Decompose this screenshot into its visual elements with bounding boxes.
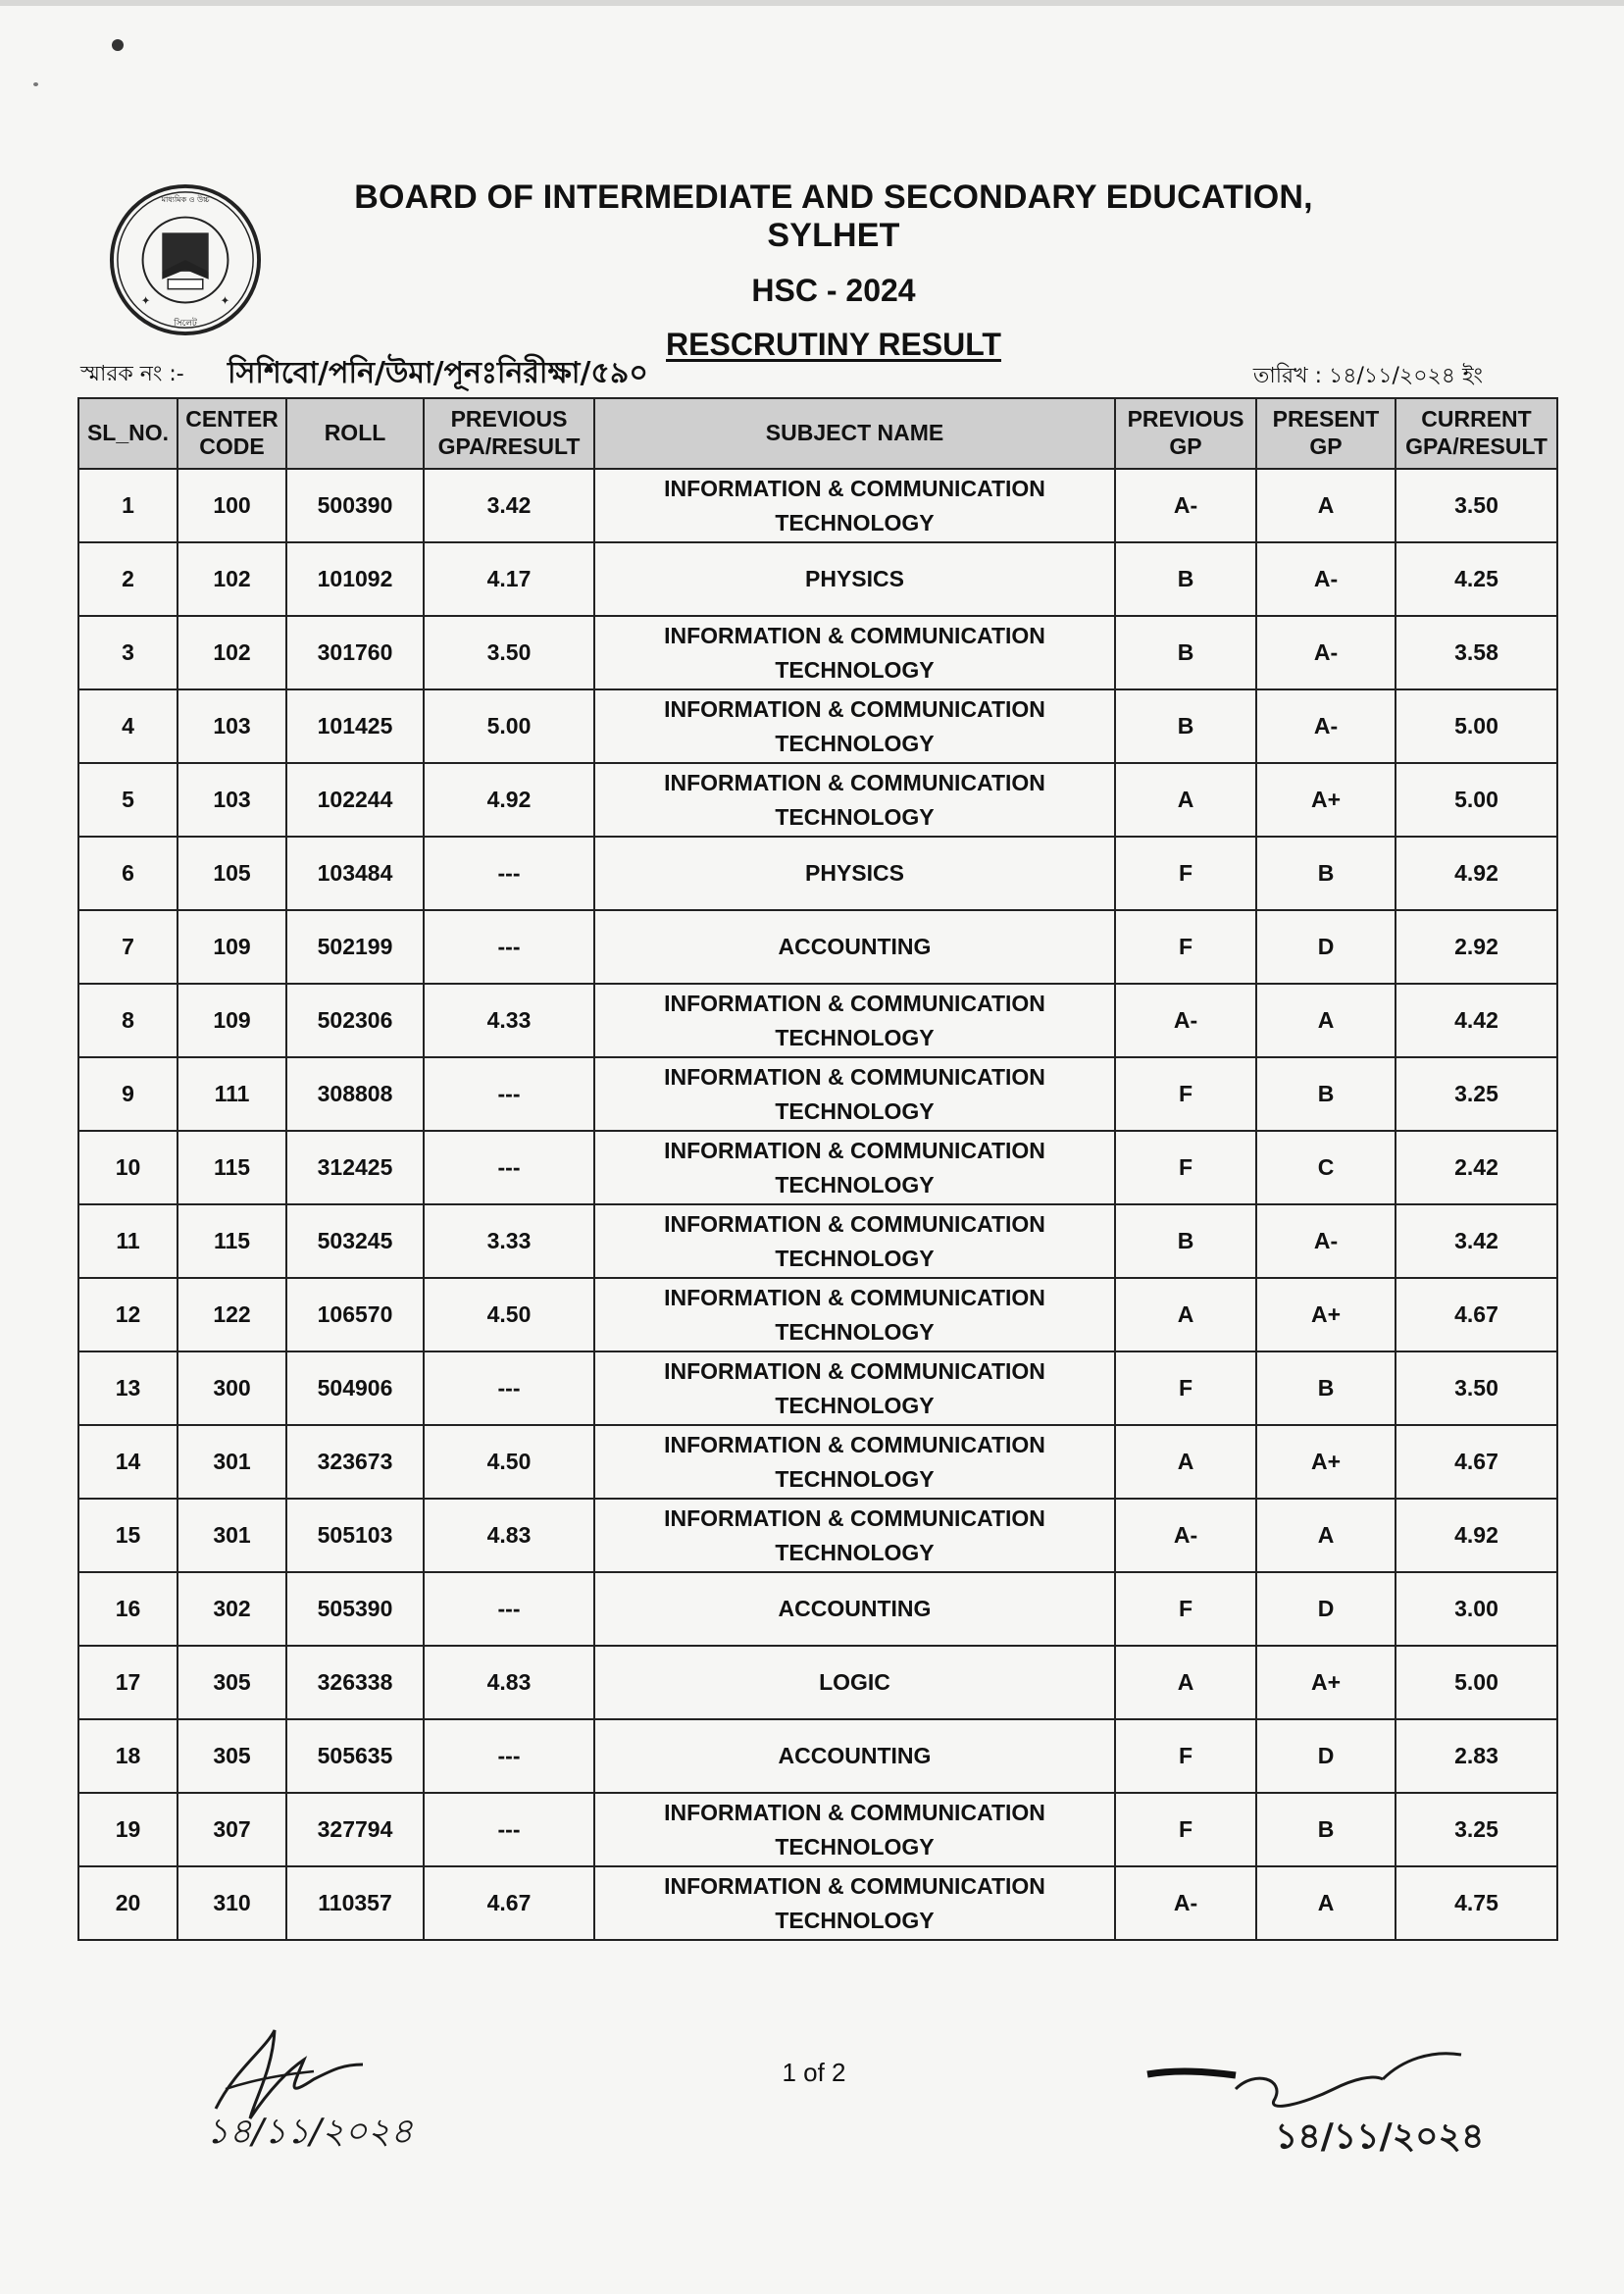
table-row — [78, 542, 1557, 616]
signature-right — [1138, 2050, 1549, 2167]
cell-roll: 103484 — [286, 837, 424, 910]
table-row — [78, 1646, 1557, 1719]
cell-current-gpa: 4.42 — [1396, 984, 1557, 1057]
cell-sl-no: 18 — [78, 1719, 178, 1793]
cell-subject-name: INFORMATION & COMMUNICATION TECHNOLOGY — [594, 984, 1115, 1057]
cell-sl-no: 2 — [78, 542, 178, 616]
cell-roll: 502306 — [286, 984, 424, 1057]
cell-center-code: 300 — [178, 1351, 286, 1425]
rescrutiny-result-table — [77, 397, 1558, 1941]
cell-previous-gpa: --- — [424, 1572, 594, 1646]
cell-sl-no: 15 — [78, 1499, 178, 1572]
cell-roll: 503245 — [286, 1204, 424, 1278]
cell-present-gp: D — [1256, 1572, 1396, 1646]
cell-previous-gp: B — [1115, 542, 1256, 616]
table-row — [78, 837, 1557, 910]
svg-text:✦: ✦ — [140, 293, 151, 308]
cell-current-gpa: 3.25 — [1396, 1793, 1557, 1866]
table-row — [78, 1351, 1557, 1425]
cell-roll: 504906 — [286, 1351, 424, 1425]
table-header-row — [78, 398, 1557, 469]
page-top-edge — [0, 0, 1624, 6]
svg-text:মাধ্যমিক ও উচ্চ: মাধ্যমিক ও উচ্চ — [161, 194, 210, 204]
cell-present-gp: A- — [1256, 542, 1396, 616]
cell-present-gp: A — [1256, 1499, 1396, 1572]
cell-present-gp: C — [1256, 1131, 1396, 1204]
cell-previous-gp: A- — [1115, 1866, 1256, 1940]
signature-left — [196, 2011, 451, 2158]
cell-sl-no: 9 — [78, 1057, 178, 1131]
cell-previous-gpa: 4.50 — [424, 1425, 594, 1499]
signature-right-date: ১৪/১১/২০২৪ — [1275, 2116, 1485, 2157]
table-row — [78, 1278, 1557, 1351]
cell-sl-no: 7 — [78, 910, 178, 984]
memo-row — [80, 349, 1561, 388]
cell-roll: 505103 — [286, 1499, 424, 1572]
cell-sl-no: 10 — [78, 1131, 178, 1204]
cell-subject-name: ACCOUNTING — [594, 910, 1115, 984]
cell-roll: 308808 — [286, 1057, 424, 1131]
table-row — [78, 1131, 1557, 1204]
cell-previous-gpa: 4.83 — [424, 1499, 594, 1572]
cell-previous-gp: F — [1115, 1719, 1256, 1793]
cell-previous-gpa: 4.33 — [424, 984, 594, 1057]
scan-speck — [33, 82, 38, 86]
cell-center-code: 301 — [178, 1499, 286, 1572]
cell-center-code: 301 — [178, 1425, 286, 1499]
exam-title: HSC - 2024 — [751, 273, 916, 308]
table-row — [78, 1793, 1557, 1866]
memo-date: তারিখ : ১৪/১১/২০২৪ ইং — [1252, 364, 1483, 388]
cell-subject-name: INFORMATION & COMMUNICATION TECHNOLOGY — [594, 1425, 1115, 1499]
cell-previous-gpa: 5.00 — [424, 689, 594, 763]
cell-center-code: 109 — [178, 984, 286, 1057]
cell-roll: 312425 — [286, 1131, 424, 1204]
header-present-gp: PRESENT GP — [1256, 398, 1396, 469]
cell-roll: 323673 — [286, 1425, 424, 1499]
table-row — [78, 1499, 1557, 1572]
cell-current-gpa: 4.67 — [1396, 1425, 1557, 1499]
cell-subject-name: LOGIC — [594, 1646, 1115, 1719]
cell-current-gpa: 3.58 — [1396, 616, 1557, 689]
table-row — [78, 1719, 1557, 1793]
board-title: BOARD OF INTERMEDIATE AND SECONDARY EDUCATION, SYLHET — [354, 178, 1313, 254]
cell-current-gpa: 5.00 — [1396, 763, 1557, 837]
cell-previous-gpa: 3.33 — [424, 1204, 594, 1278]
cell-center-code: 103 — [178, 689, 286, 763]
cell-sl-no: 12 — [78, 1278, 178, 1351]
cell-previous-gpa: --- — [424, 1793, 594, 1866]
cell-center-code: 102 — [178, 616, 286, 689]
cell-subject-name: INFORMATION & COMMUNICATION TECHNOLOGY — [594, 763, 1115, 837]
cell-current-gpa: 4.25 — [1396, 542, 1557, 616]
cell-sl-no: 13 — [78, 1351, 178, 1425]
cell-previous-gp: B — [1115, 616, 1256, 689]
cell-previous-gpa: 3.50 — [424, 616, 594, 689]
cell-current-gpa: 2.83 — [1396, 1719, 1557, 1793]
cell-sl-no: 19 — [78, 1793, 178, 1866]
cell-roll: 106570 — [286, 1278, 424, 1351]
cell-current-gpa: 5.00 — [1396, 689, 1557, 763]
cell-current-gpa: 5.00 — [1396, 1646, 1557, 1719]
cell-previous-gpa: --- — [424, 1351, 594, 1425]
cell-previous-gp: F — [1115, 1131, 1256, 1204]
cell-present-gp: B — [1256, 1793, 1396, 1866]
cell-previous-gpa: --- — [424, 837, 594, 910]
cell-current-gpa: 3.42 — [1396, 1204, 1557, 1278]
cell-previous-gp: F — [1115, 1793, 1256, 1866]
cell-previous-gpa: 4.67 — [424, 1866, 594, 1940]
cell-present-gp: A+ — [1256, 763, 1396, 837]
cell-subject-name: INFORMATION & COMMUNICATION TECHNOLOGY — [594, 1499, 1115, 1572]
cell-roll: 101425 — [286, 689, 424, 763]
cell-subject-name: INFORMATION & COMMUNICATION TECHNOLOGY — [594, 1278, 1115, 1351]
cell-previous-gpa: 4.17 — [424, 542, 594, 616]
cell-current-gpa: 3.25 — [1396, 1057, 1557, 1131]
cell-sl-no: 3 — [78, 616, 178, 689]
cell-subject-name: INFORMATION & COMMUNICATION TECHNOLOGY — [594, 616, 1115, 689]
cell-current-gpa: 2.42 — [1396, 1131, 1557, 1204]
cell-subject-name: INFORMATION & COMMUNICATION TECHNOLOGY — [594, 1793, 1115, 1866]
cell-roll: 327794 — [286, 1793, 424, 1866]
cell-previous-gp: B — [1115, 689, 1256, 763]
cell-roll: 326338 — [286, 1646, 424, 1719]
cell-present-gp: D — [1256, 910, 1396, 984]
cell-center-code: 305 — [178, 1719, 286, 1793]
header-subject-name: SUBJECT NAME — [594, 398, 1115, 469]
cell-previous-gpa: --- — [424, 1057, 594, 1131]
cell-current-gpa: 3.50 — [1396, 1351, 1557, 1425]
header-center-code: CENTER CODE — [178, 398, 286, 469]
cell-center-code: 310 — [178, 1866, 286, 1940]
cell-current-gpa: 4.67 — [1396, 1278, 1557, 1351]
cell-center-code: 109 — [178, 910, 286, 984]
signature-left-date: ১৪/১১/২০২৪ — [206, 2112, 414, 2152]
cell-previous-gpa: --- — [424, 910, 594, 984]
cell-previous-gpa: 4.92 — [424, 763, 594, 837]
table-row — [78, 1057, 1557, 1131]
cell-previous-gp: A- — [1115, 469, 1256, 542]
cell-roll: 101092 — [286, 542, 424, 616]
cell-previous-gp: F — [1115, 1057, 1256, 1131]
cell-current-gpa: 4.92 — [1396, 1499, 1557, 1572]
cell-present-gp: A — [1256, 1866, 1396, 1940]
cell-current-gpa: 4.92 — [1396, 837, 1557, 910]
cell-sl-no: 4 — [78, 689, 178, 763]
cell-previous-gpa: 3.42 — [424, 469, 594, 542]
memo-label: স্মারক নং :- — [80, 362, 184, 386]
table-row — [78, 1866, 1557, 1940]
cell-subject-name: PHYSICS — [594, 542, 1115, 616]
cell-previous-gp: F — [1115, 910, 1256, 984]
cell-present-gp: B — [1256, 837, 1396, 910]
cell-sl-no: 6 — [78, 837, 178, 910]
cell-subject-name: INFORMATION & COMMUNICATION TECHNOLOGY — [594, 1204, 1115, 1278]
cell-subject-name: INFORMATION & COMMUNICATION TECHNOLOGY — [594, 689, 1115, 763]
cell-previous-gpa: --- — [424, 1719, 594, 1793]
cell-center-code: 103 — [178, 763, 286, 837]
cell-center-code: 122 — [178, 1278, 286, 1351]
cell-roll: 505635 — [286, 1719, 424, 1793]
cell-center-code: 305 — [178, 1646, 286, 1719]
cell-center-code: 302 — [178, 1572, 286, 1646]
cell-roll: 502199 — [286, 910, 424, 984]
cell-present-gp: B — [1256, 1351, 1396, 1425]
cell-center-code: 111 — [178, 1057, 286, 1131]
cell-sl-no: 17 — [78, 1646, 178, 1719]
result-title: RESCRUTINY RESULT — [666, 327, 1001, 362]
header-roll: ROLL — [286, 398, 424, 469]
cell-current-gpa: 3.50 — [1396, 469, 1557, 542]
cell-present-gp: A- — [1256, 1204, 1396, 1278]
memo-number: সিশিবো/পনি/উমা/পূনঃনিরীক্ষা/৫৯০ — [228, 356, 648, 390]
cell-present-gp: A- — [1256, 689, 1396, 763]
cell-subject-name: INFORMATION & COMMUNICATION TECHNOLOGY — [594, 1866, 1115, 1940]
cell-previous-gp: B — [1115, 1204, 1256, 1278]
table-row — [78, 984, 1557, 1057]
svg-text:✦: ✦ — [220, 293, 230, 308]
cell-subject-name: INFORMATION & COMMUNICATION TECHNOLOGY — [594, 1351, 1115, 1425]
cell-previous-gpa: 4.50 — [424, 1278, 594, 1351]
cell-present-gp: A- — [1256, 616, 1396, 689]
table-row — [78, 1204, 1557, 1278]
table-row — [78, 1425, 1557, 1499]
document-header — [284, 178, 1383, 363]
cell-previous-gp: A- — [1115, 984, 1256, 1057]
cell-present-gp: A — [1256, 469, 1396, 542]
cell-subject-name: INFORMATION & COMMUNICATION TECHNOLOGY — [594, 469, 1115, 542]
cell-subject-name: ACCOUNTING — [594, 1719, 1115, 1793]
cell-center-code: 115 — [178, 1131, 286, 1204]
cell-previous-gpa: 4.83 — [424, 1646, 594, 1719]
table-row — [78, 1572, 1557, 1646]
cell-present-gp: A — [1256, 984, 1396, 1057]
table-row — [78, 763, 1557, 837]
cell-subject-name: INFORMATION & COMMUNICATION TECHNOLOGY — [594, 1131, 1115, 1204]
cell-sl-no: 8 — [78, 984, 178, 1057]
cell-subject-name: INFORMATION & COMMUNICATION TECHNOLOGY — [594, 1057, 1115, 1131]
header-previous-gpa: PREVIOUS GPA/RESULT — [424, 398, 594, 469]
cell-sl-no: 14 — [78, 1425, 178, 1499]
cell-roll: 301760 — [286, 616, 424, 689]
board-seal-icon — [108, 182, 263, 337]
cell-sl-no: 1 — [78, 469, 178, 542]
cell-roll: 102244 — [286, 763, 424, 837]
cell-present-gp: A+ — [1256, 1646, 1396, 1719]
cell-center-code: 105 — [178, 837, 286, 910]
cell-subject-name: ACCOUNTING — [594, 1572, 1115, 1646]
cell-sl-no: 16 — [78, 1572, 178, 1646]
cell-present-gp: A+ — [1256, 1278, 1396, 1351]
cell-roll: 110357 — [286, 1866, 424, 1940]
cell-subject-name: PHYSICS — [594, 837, 1115, 910]
svg-text:সিলেট: সিলেট — [174, 319, 197, 330]
cell-previous-gp: A- — [1115, 1499, 1256, 1572]
table-row — [78, 616, 1557, 689]
cell-roll: 500390 — [286, 469, 424, 542]
cell-previous-gp: A — [1115, 1425, 1256, 1499]
cell-center-code: 307 — [178, 1793, 286, 1866]
cell-present-gp: A+ — [1256, 1425, 1396, 1499]
cell-previous-gp: A — [1115, 1646, 1256, 1719]
cell-previous-gp: A — [1115, 1278, 1256, 1351]
cell-previous-gp: F — [1115, 1572, 1256, 1646]
table-row — [78, 689, 1557, 763]
header-previous-gp: PREVIOUS GP — [1115, 398, 1256, 469]
cell-sl-no: 11 — [78, 1204, 178, 1278]
cell-previous-gpa: --- — [424, 1131, 594, 1204]
cell-center-code: 102 — [178, 542, 286, 616]
cell-previous-gp: F — [1115, 1351, 1256, 1425]
cell-previous-gp: A — [1115, 763, 1256, 837]
table-row — [78, 910, 1557, 984]
cell-current-gpa: 4.75 — [1396, 1866, 1557, 1940]
cell-current-gpa: 3.00 — [1396, 1572, 1557, 1646]
cell-present-gp: D — [1256, 1719, 1396, 1793]
header-current-gpa: CURRENT GPA/RESULT — [1396, 398, 1557, 469]
table-body — [78, 469, 1557, 1940]
cell-previous-gp: F — [1115, 837, 1256, 910]
scan-speck — [112, 39, 124, 51]
cell-roll: 505390 — [286, 1572, 424, 1646]
cell-center-code: 115 — [178, 1204, 286, 1278]
cell-sl-no: 20 — [78, 1866, 178, 1940]
cell-center-code: 100 — [178, 469, 286, 542]
page-number: 1 of 2 — [782, 2058, 846, 2087]
cell-current-gpa: 2.92 — [1396, 910, 1557, 984]
cell-present-gp: B — [1256, 1057, 1396, 1131]
header-sl-no: SL_NO. — [78, 398, 178, 469]
table-row — [78, 469, 1557, 542]
cell-sl-no: 5 — [78, 763, 178, 837]
